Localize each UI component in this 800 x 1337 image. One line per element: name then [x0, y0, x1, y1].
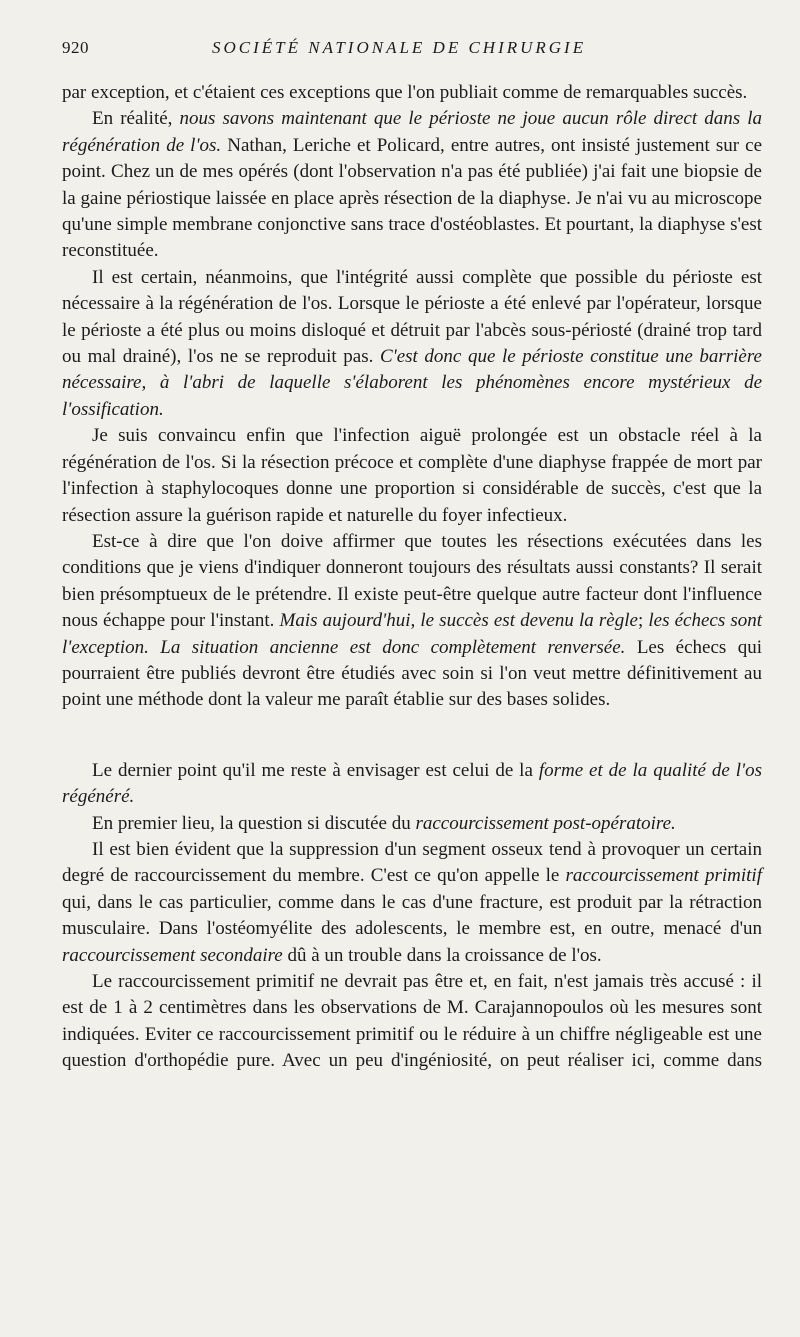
paragraph: En réalité, nous savons maintenant que le périoste ne joue aucun rôle direct dans la régénération de l'os. Nathan, Leriche et Policard, entre autres, ont insisté justement sur ce point. Chez un de mes opérés (dont l'observation n'a pas été publiée) j'ai fait une biopsie de la gaine périostique laissée en place après résection de la diaphyse. Je n'ai vu au microscope qu'une simple membrane conjonctive sans trace d'ostéoblastes. Et pourtant, la diaphyse s'est reconstituée. — [62, 108, 762, 262]
paragraph: Il est bien évident que la suppression d'un segment osseux tend à provoquer un certain degré de raccourcissement du membre. C'est ce qu'on appelle le raccourcissement primitif qui, dans le cas particulier, comme dans le cas d'une fracture, est produit par la rétraction musculaire. Dans l'ostéomyélite des adolescents, le membre est, en outre, menacé d'un raccourcissement secondaire dû à un trouble dans la croissance de l'os. — [62, 838, 762, 966]
paragraph: Je suis convaincu enfin que l'infection aiguë prolongée est un obstacle réel à la régénération de l'os. Si la résection précoce et complète d'une diaphyse frappée de mort par l'infection à staphylocoques donne une proportion si considérable de succès, c'est que la résection assure la guérison rapide et naturelle du foyer infectieux. — [62, 425, 762, 526]
running-title: SOCIÉTÉ NATIONALE DE CHIRURGIE — [212, 38, 587, 57]
body-text — [62, 80, 762, 1075]
page-header — [62, 38, 762, 62]
paragraph: Le dernier point qu'il me reste à envisager est celui de la forme et de la qualité de l'os régénéré. — [62, 759, 762, 808]
paragraph: Il est certain, néanmoins, que l'intégrité aussi complète que possible du périoste est nécessaire à la régénération de l'os. Lorsque le périoste a été enlevé par l'opérateur, lorsque le périoste a été plus ou moins disloqué et détruit par l'abcès sous-périosté (drainé trop tard ou mal drainé), l'os ne se reproduit pas. C'est donc que le périoste constitue une barrière nécessaire, à l'abri de laquelle s'élaborent les phénomènes encore mystérieux de l'ossification. — [62, 266, 762, 420]
page-number: 920 — [62, 38, 89, 57]
paragraph: En premier lieu, la question si discutée du raccourcissement post-opératoire. — [92, 812, 676, 834]
paragraph: Est-ce à dire que l'on doive affirmer que toutes les résections exécutées dans les conditions que je viens d'indiquer donneront toujours des résultats aussi constants? Il serait bien présomptueux de le prétendre. Il existe peut-être quelque autre facteur dont l'influence nous échappe pour l'instant. Mais aujourd'hui, le succès est devenu la règle; les échecs sont l'exception. La situation ancienne est donc complètement renversée. Les échecs qui pourraient être publiés devront être étudiés avec soin si l'on veut mettre définitivement au point une méthode dont la valeur me paraît établie sur des bases solides. — [62, 530, 762, 711]
paragraph: Le raccourcissement primitif ne devrait pas être et, en fait, n'est jamais très accusé : il est de 1 à 2 centimètres dans les observations de M. Carajannopoulos où les mesures sont indiquées. Eviter ce raccourcissement primitif ou le réduire à un chiffre négligeable est une question d'orthopédie pure. Avec un peu d'ingéniosité, on peut réaliser ici, comme dans — [62, 971, 762, 1072]
paragraph: par exception, et c'étaient ces exceptions que l'on publiait comme de remarquables succès. — [62, 82, 748, 103]
section-gap — [62, 714, 762, 758]
